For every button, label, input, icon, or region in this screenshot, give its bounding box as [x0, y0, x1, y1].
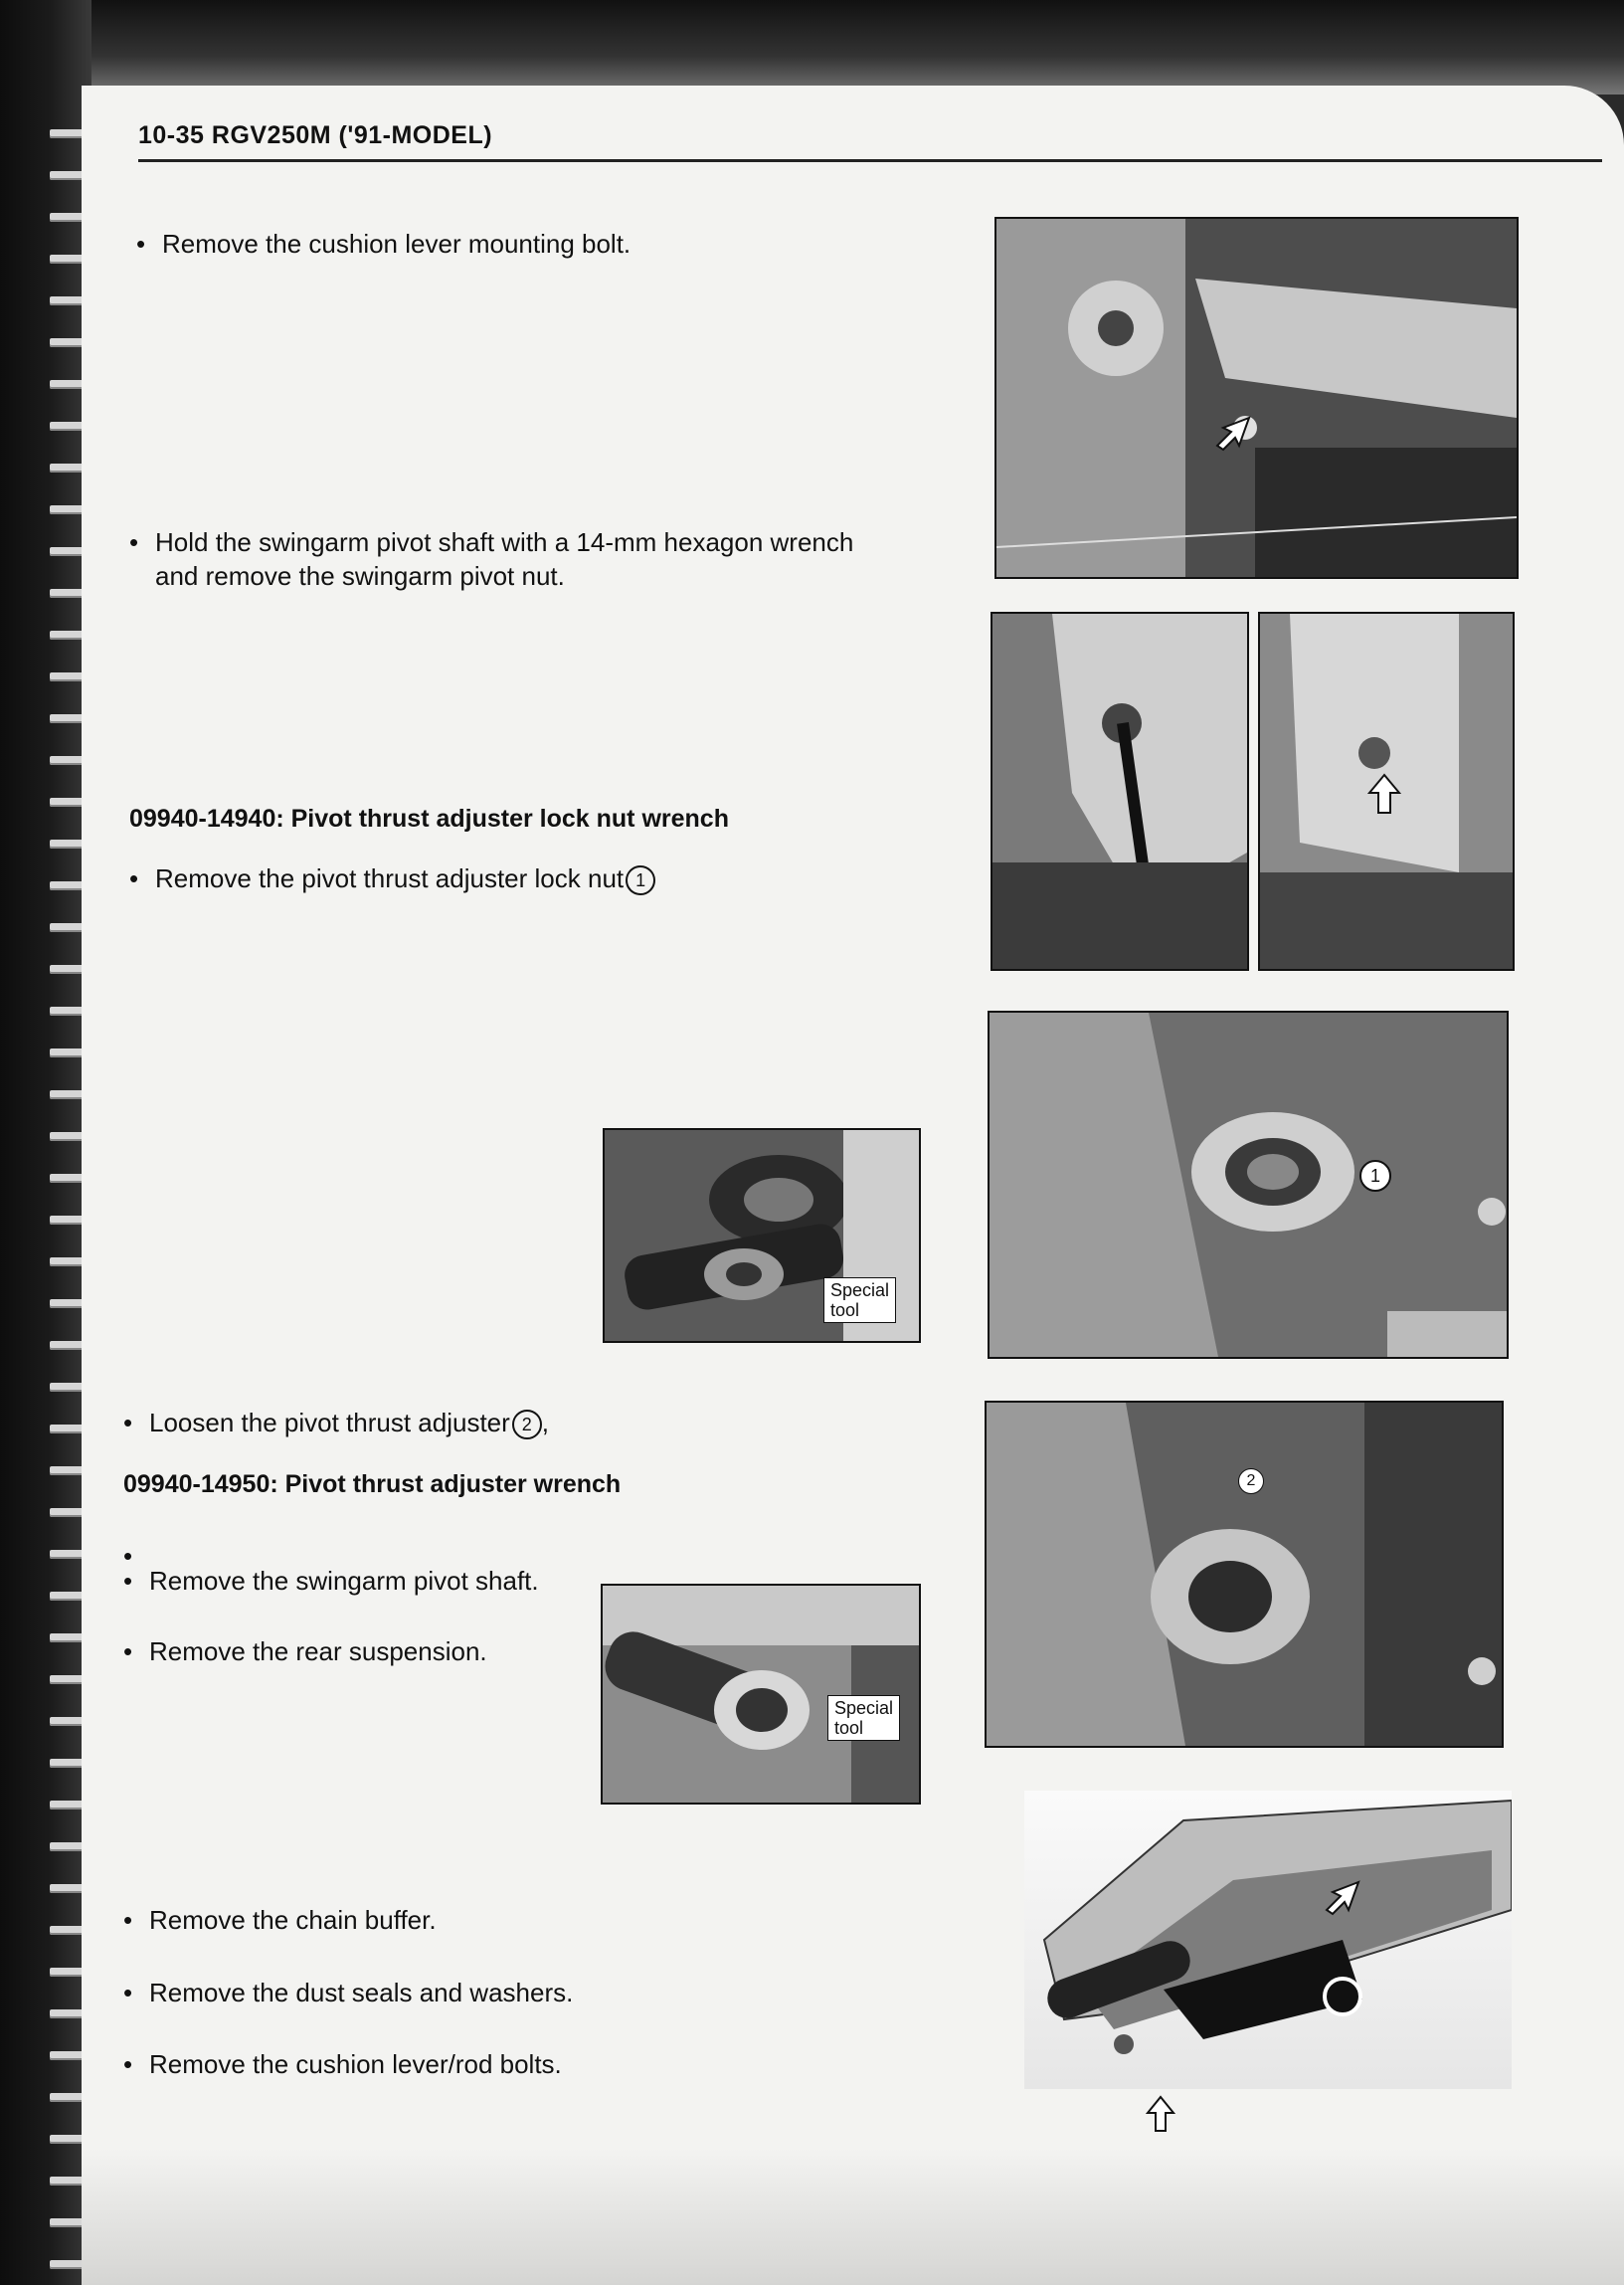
step-remove-lock-nut: [129, 861, 752, 895]
binding-ring: [50, 2093, 84, 2102]
special-tool-label: Special tool: [823, 1277, 896, 1323]
callout-ref-2: 2: [512, 1410, 542, 1439]
binding-ring: [50, 1048, 84, 1057]
callout-2: 2: [1238, 1468, 1264, 1494]
binding-ring: [50, 171, 84, 180]
binding-ring: [50, 129, 84, 138]
binding-ring: [50, 1007, 84, 1016]
binding-ring: [50, 2009, 84, 2018]
binding-ring: [50, 2051, 84, 2060]
binding-ring: [50, 631, 84, 640]
binding-ring: [50, 2260, 84, 2269]
step-remove-dust-seals: • Remove the dust seals and washers.: [123, 1976, 1624, 2009]
binding-ring: [50, 1216, 84, 1225]
binding-ring: [50, 2177, 84, 2186]
binding-ring: [50, 756, 84, 765]
adjuster-wrench-illustration: [603, 1586, 919, 1803]
binding-ring: [50, 422, 84, 431]
binding-ring: [50, 505, 84, 514]
binding-ring: [50, 1299, 84, 1308]
callout-ref-1: 1: [626, 865, 655, 895]
step-remove-rear-suspension: • Remove the rear suspension.: [123, 1634, 1624, 1668]
step-text-line1: Hold the swingarm pivot shaft with a 14-mm hexagon wrench: [155, 527, 854, 557]
photo-special-tool-lock-nut: [603, 1128, 921, 1343]
binding-ring: [50, 296, 84, 305]
page-header: [138, 121, 1602, 162]
photo-pivot-adjuster: [985, 1401, 1504, 1748]
binding-ring: [50, 1466, 84, 1475]
binding-ring: [50, 1842, 84, 1851]
step-remove-cushion-lever-rod-bolts: • Remove the cushion lever/rod bolts.: [123, 2047, 1624, 2081]
swingarm-illustration: [1024, 1791, 1512, 2089]
step-text: Remove the pivot thrust adjuster lock nut: [155, 863, 625, 893]
special-tool-adjuster-wrench: 09940-14950: Pivot thrust adjuster wrench: [123, 1470, 622, 1498]
binding-ring: [50, 1759, 84, 1768]
photo-lock-nut: [988, 1011, 1509, 1359]
binding-ring: [50, 881, 84, 890]
step-text: Loosen the pivot thrust adjuster: [149, 1408, 510, 1437]
binding-ring: [50, 1884, 84, 1893]
frame-illustration-a: [996, 219, 1517, 577]
binding-ring: [50, 714, 84, 723]
photo-special-tool-adjuster: [601, 1584, 921, 1805]
binding-ring: [50, 2218, 84, 2227]
binding-ring: [50, 213, 84, 222]
frame-illustration-c: [990, 1013, 1507, 1357]
binding-ring: [50, 2135, 84, 2144]
step-remove-chain-buffer: • Remove the chain buffer.: [123, 1903, 1624, 1937]
binding-ring: [50, 1801, 84, 1809]
binding-ring: [50, 1132, 84, 1141]
up-arrow-icon-2: [1146, 2095, 1175, 2135]
page-bottom-shade: [82, 2149, 1624, 2285]
photo-cushion-lever-bolt: [994, 217, 1519, 579]
binding-ring: [50, 923, 84, 932]
spiral-binding: [0, 0, 91, 2285]
binding-ring: [50, 464, 84, 473]
binding-ring: [50, 1341, 84, 1350]
frame-illustration-b1: [992, 614, 1247, 969]
step-remove-pivot-shaft: • Remove the swingarm pivot shaft.: [123, 1564, 1624, 1598]
binding-ring: [50, 1592, 84, 1601]
step-remove-cushion-lever-bolt: [136, 227, 719, 261]
binding-ring: [50, 1174, 84, 1183]
binding-ring: [50, 1968, 84, 1977]
binding-ring: [50, 1090, 84, 1099]
binding-ring: [50, 965, 84, 974]
binding-ring: [50, 1550, 84, 1559]
step-text: Remove the cushion lever mounting bolt.: [162, 229, 632, 259]
binding-ring: [50, 589, 84, 598]
photo-pivot-nut-right: [1258, 612, 1515, 971]
binding-ring: [50, 1675, 84, 1684]
binding-ring: [50, 1425, 84, 1433]
special-tool-label-2: Special tool: [827, 1695, 900, 1741]
binding-ring: [50, 798, 84, 807]
step-loosen-pivot-thrust-adjuster: • Loosen the pivot thrust adjuster 2 ,: [123, 1406, 1624, 1439]
binding-ring: [50, 1717, 84, 1726]
binding-ring: [50, 1508, 84, 1517]
callout-1: 1: [1359, 1160, 1391, 1192]
photo-swingarm: [1024, 1791, 1512, 2089]
binding-ring: [50, 255, 84, 264]
scanner-top-strip: [0, 0, 1624, 95]
binding-ring: [50, 672, 84, 681]
pointer-arrow-icon-2: [1323, 1878, 1362, 1918]
frame-illustration-d: [987, 1403, 1502, 1746]
binding-ring: [50, 1633, 84, 1642]
binding-ring: [50, 380, 84, 389]
binding-ring: [50, 1926, 84, 1935]
page-title: 10-35 RGV250M ('91-MODEL): [138, 121, 493, 149]
up-arrow-icon: [1367, 773, 1401, 815]
special-tool-lock-nut-wrench: 09940-14940: Pivot thrust adjuster lock nut wrench: [129, 805, 729, 833]
binding-ring: [50, 1257, 84, 1266]
binding-ring: [50, 840, 84, 849]
binding-ring: [50, 1383, 84, 1392]
step-hold-pivot-shaft: [129, 525, 1050, 593]
photo-pivot-wrench-left: [991, 612, 1249, 971]
step-text-line2: and remove the swingarm pivot nut.: [155, 561, 565, 591]
binding-ring: [50, 338, 84, 347]
pointer-arrow-icon: [1213, 414, 1253, 454]
binding-ring: [50, 547, 84, 556]
